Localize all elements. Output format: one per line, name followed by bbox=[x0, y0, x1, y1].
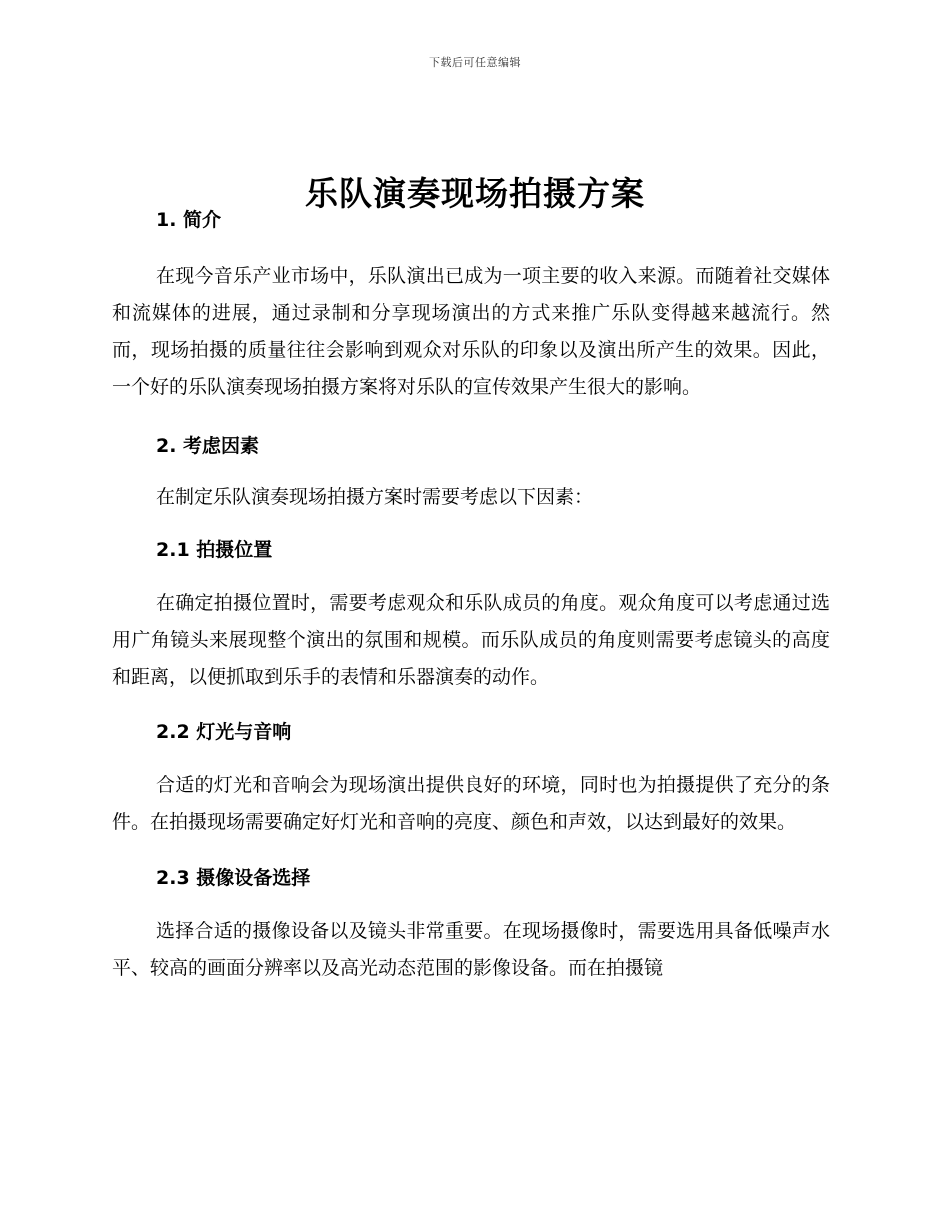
section-heading-considerations: 2. 考虑因素 bbox=[156, 435, 260, 457]
section-paragraph-shooting-position: 在确定拍摄位置时，需要考虑观众和乐队成员的角度。观众角度可以考虑通过选用广角镜头来展现整个演出的氛围和规模。而乐队成员的角度则需要考虑镜头的高度和距离，以便抓取到乐手的表情和乐器演奏的动作。 bbox=[112, 592, 830, 688]
document-body bbox=[112, 200, 830, 987]
section-heading-camera-equipment: 2.3 摄像设备选择 bbox=[156, 867, 311, 889]
section-heading-lighting-audio: 2.2 灯光与音响 bbox=[156, 721, 292, 743]
section-paragraph-considerations: 在制定乐队演奏现场拍摄方案时需要考虑以下因素： bbox=[156, 486, 594, 508]
document-title: 乐队演奏现场拍摄方案 bbox=[305, 174, 645, 214]
header-note: 下载后可任意编辑 bbox=[429, 56, 521, 69]
section-paragraph-camera-equipment: 选择合适的摄像设备以及镜头非常重要。在现场摄像时，需要选用具备低噪声水平、较高的画面分辨率以及高光动态范围的影像设备。而在拍摄镜 bbox=[112, 920, 830, 979]
section-paragraph-intro: 在现今音乐产业市场中，乐队演出已成为一项主要的收入来源。而随着社交媒体和流媒体的进展，通过录制和分享现场演出的方式来推广乐队变得越来越流行。然而，现场拍摄的质量往往会影响到观众对乐队的印象以及演出所产生的效果。因此，一个好的乐队演奏现场拍摄方案将对乐队的宣传效果产生很大的影响。 bbox=[112, 265, 830, 398]
section-heading-shooting-position: 2.1 拍摄位置 bbox=[156, 539, 273, 561]
section-heading-intro: 1. 简介 bbox=[156, 209, 222, 231]
section-paragraph-lighting-audio: 合适的灯光和音响会为现场演出提供良好的环境，同时也为拍摄提供了充分的条件。在拍摄现场需要确定好灯光和音响的亮度、颜色和声效，以达到最好的效果。 bbox=[112, 774, 830, 833]
